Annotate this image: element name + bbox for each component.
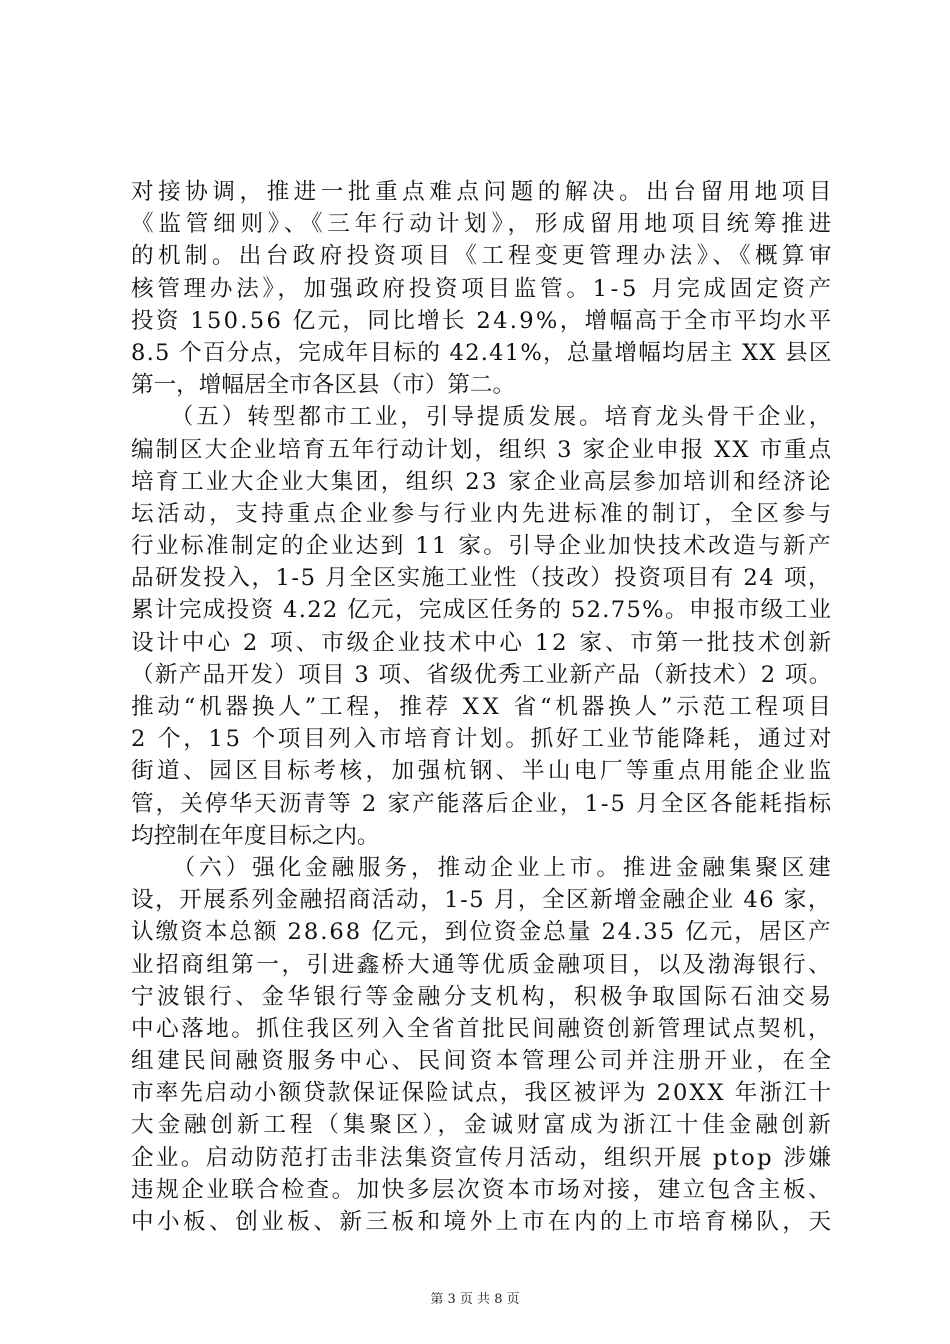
- document-body: [131, 176, 836, 1238]
- page-footer: 第 3 页 共 8 页: [430, 1292, 520, 1307]
- text-line: 品研发投入，1-5 月全区实施工业性（技改）投资项目有 24 项，: [131, 565, 833, 592]
- text-line: 行业标准制定的企业达到 11 家。引导企业加快技术改造与新产: [131, 533, 833, 560]
- text-line: 8.5 个百分点，完成年目标的 42.41%，总量增幅均居主 XX 县区: [131, 339, 833, 366]
- text-line: 累计完成投资 4.22 亿元，完成区任务的 52.75%。申报市级工业: [131, 597, 833, 624]
- text-line: 大金融创新工程（集聚区），金诚财富成为浙江十佳金融创新: [131, 1112, 835, 1139]
- text-line: 设计中心 2 项、市级企业技术中心 12 家、市第一批技术创新: [131, 629, 834, 656]
- text-line: （新产品开发）项目 3 项、省级优秀工业新产品（新技术）2 项。: [131, 661, 833, 688]
- text-line: 《监管细则》、《三年行动计划》，形成留用地项目统筹推进: [131, 211, 836, 238]
- text-line: 违规企业联合检查。加快多层次资本市场对接，建立包含主板、: [131, 1176, 834, 1203]
- text-line: （五）转型都市工业，引导提质发展。培育龙头骨干企业，: [131, 404, 835, 431]
- text-line: 均控制在年度目标之内。: [131, 822, 380, 849]
- text-line: 坛活动，支持重点企业参与行业内先进标准的制订，全区参与: [131, 500, 835, 527]
- text-line: 推动“机器换人”工程，推荐 XX 省“机器换人”示范工程项目: [131, 694, 835, 720]
- text-line: 中心落地。抓住我区列入全省首批民间融资创新管理试点契机，: [131, 1015, 834, 1042]
- text-line: 市率先启动小额贷款保证保险试点，我区被评为 20XX 年浙江十: [131, 1080, 834, 1107]
- text-line: 认缴资本总额 28.68 亿元，到位资金总量 24.35 亿元，居区产: [131, 919, 833, 946]
- text-line: 培育工业大企业大集团，组织 23 家企业高层参加培训和经济论: [131, 468, 833, 495]
- text-line: 业招商组第一，引进鑫桥大通等优质金融项目，以及渤海银行、: [131, 951, 834, 978]
- text-line: 中小板、创业板、新三板和境外上市在内的上市培育梯队，天: [131, 1209, 835, 1235]
- text-line: 管，关停华天沥青等 2 家产能落后企业，1-5 月全区各能耗指标: [131, 790, 834, 817]
- text-line: 设，开展系列金融招商活动，1-5 月，全区新增金融企业 46 家，: [131, 887, 833, 914]
- text-line: 2 个，15 个项目列入市培育计划。抓好工业节能降耗，通过对: [131, 726, 835, 753]
- text-line: 投资 150.56 亿元，同比增长 24.9%，增幅高于全市平均水平: [131, 307, 834, 334]
- text-line: 组建民间融资服务中心、民间资本管理公司并注册开业，在全: [131, 1048, 835, 1075]
- text-line: 宁波银行、金华银行等金融分支机构，积极争取国际石油交易: [131, 983, 835, 1010]
- text-line: 的机制。出台政府投资项目《工程变更管理办法》、《概算审: [131, 243, 836, 270]
- text-line: 核管理办法》，加强政府投资项目监管。1-5 月完成固定资产: [131, 275, 835, 302]
- text-line: （六）强化金融服务，推动企业上市。推进金融集聚区建: [131, 854, 835, 881]
- text-line: 街道、园区目标考核，加强杭钢、半山电厂等重点用能企业监: [131, 758, 835, 785]
- text-line: 对接协调，推进一批重点难点问题的解决。出台留用地项目: [131, 179, 836, 205]
- text-line: 编制区大企业培育五年行动计划，组织 3 家企业申报 XX 市重点: [131, 436, 834, 463]
- text-line: 企业。启动防范打击非法集资宣传月活动，组织开展 ptop 涉嫌: [131, 1144, 834, 1171]
- text-line: 第一，增幅居全市各区县（市）第二。: [131, 372, 516, 399]
